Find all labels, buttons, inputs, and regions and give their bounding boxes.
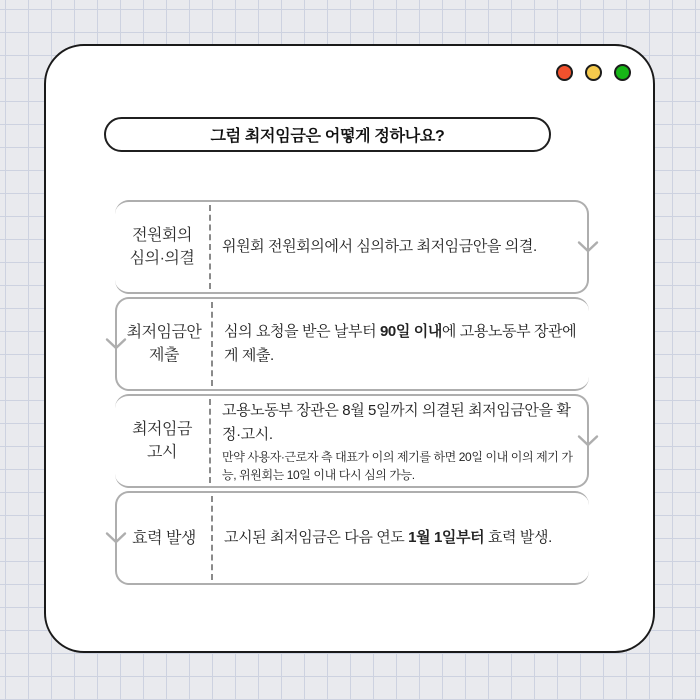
step-label-line: 최저임금 bbox=[132, 421, 192, 438]
step-text-segment: 심의 요청을 받은 날부터 bbox=[224, 323, 380, 340]
step-label-line: 심의·의결 bbox=[129, 250, 195, 267]
step-label-line: 효력 발생 bbox=[132, 529, 196, 547]
step-text-segment: 90일 이내 bbox=[379, 323, 442, 340]
step-subtext: 만약 사용자·근로자 측 대표가 이의 제기를 하면 20일 이내 이의 제기 가능, 위원회는 10일 이내 다시 심의 가능. bbox=[222, 449, 573, 482]
close-button[interactable] bbox=[556, 64, 573, 81]
chevron-down-icon bbox=[105, 338, 127, 351]
step-text-segment: 위원회 전원회의에서 심의하고 최저임금안을 의결. bbox=[222, 238, 537, 255]
step-row-proposal-submission bbox=[115, 297, 589, 391]
title-pill bbox=[104, 117, 551, 152]
step-content bbox=[213, 299, 589, 389]
step-text-segment: 효력 발생. bbox=[484, 529, 552, 546]
step-label-line: 고시 bbox=[147, 444, 177, 461]
maximize-button[interactable] bbox=[614, 64, 631, 81]
step-text-segment: 고시된 최저임금은 다음 연도 bbox=[224, 529, 409, 546]
step-text bbox=[222, 399, 579, 447]
step-label-line: 최저임금안 bbox=[126, 324, 202, 341]
step-label bbox=[117, 299, 211, 389]
step-content bbox=[211, 396, 587, 486]
chevron-down-icon bbox=[105, 532, 127, 545]
step-label-line: 제출 bbox=[149, 347, 179, 364]
step-label bbox=[117, 493, 211, 583]
step-content bbox=[211, 202, 587, 292]
step-text bbox=[224, 320, 581, 368]
step-label bbox=[115, 396, 209, 486]
window-controls bbox=[556, 64, 631, 81]
step-label bbox=[115, 202, 209, 292]
step-label-line: 전원회의 bbox=[132, 227, 192, 244]
chevron-down-icon bbox=[577, 241, 599, 254]
step-content bbox=[213, 493, 589, 583]
app-window bbox=[44, 44, 655, 653]
step-text bbox=[222, 235, 579, 259]
chevron-down-icon bbox=[577, 435, 599, 448]
step-text-segment: 1월 1일부터 bbox=[408, 529, 485, 546]
step-row-plenary-deliberation bbox=[115, 200, 589, 294]
minimize-button[interactable] bbox=[585, 64, 602, 81]
step-text-segment: 고용노동부 장관은 8월 5일까지 의결된 최저임금안을 확정·고시. bbox=[222, 401, 571, 443]
step-row-minimum-wage-notice bbox=[115, 394, 589, 488]
page-title: 그럼 최저임금은 어떻게 정하나요? bbox=[210, 128, 445, 145]
step-row-effective-date bbox=[115, 491, 589, 585]
step-text-segment: 에 고용노동부 장관에게 제출. bbox=[224, 323, 577, 364]
step-text bbox=[224, 526, 581, 550]
steps-flow bbox=[115, 200, 589, 585]
